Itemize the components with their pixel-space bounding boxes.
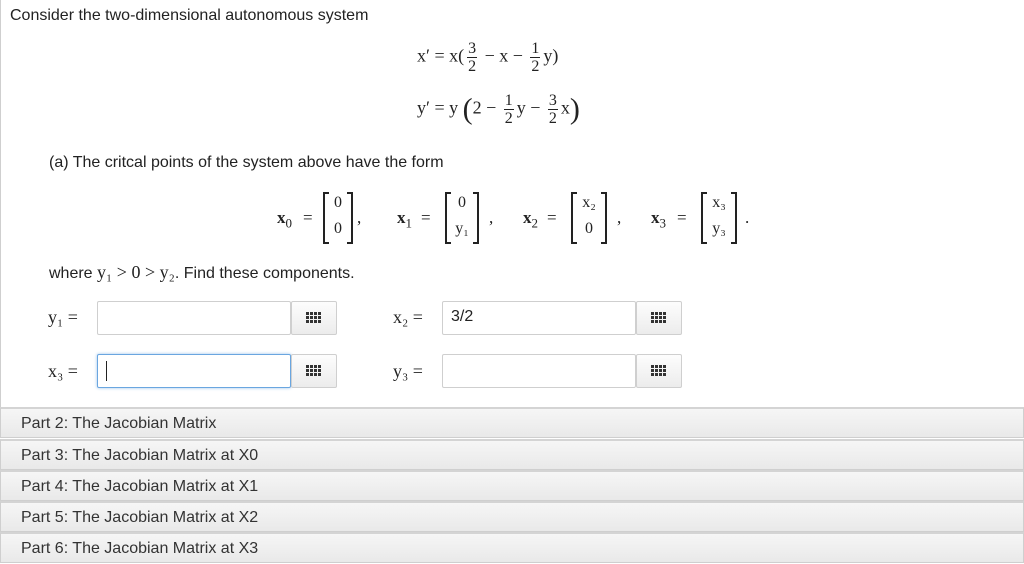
question-panel: Consider the two-dimensional autonomous system x′ = x( $\frac{3}{2}$ − x − $\frac{1}{2}$ y) y′ = y (2 − $\frac{1}{2}$ y − $\frac{3}{2}$ x) (a) The critcal points of the system above have the form $x_0$ = 0 0 , $x_1$ = 0 y₁ , $x_2$ = x₂ 0 , $x_3$ = x₃ y₃ . where y₁ > 0 > y₂. Find these components. y₁ = x₂ = 3/2 x₃ = y₃ =: [0, 0, 1024, 407]
eq2-frac1: $\frac{1}{2}$: [504, 92, 513, 127]
x2-palette-button[interactable]: [636, 301, 682, 335]
x2-label: x₂ =: [393, 307, 423, 327]
x2-input[interactable]: 3/2: [442, 301, 636, 335]
x1-bot: y₁: [455, 220, 469, 237]
eq2-open-paren: (: [462, 92, 473, 126]
eq1-mid: − x −: [484, 45, 523, 66]
part-6-header[interactable]: Part 6: The Jacobian Matrix at X3: [0, 532, 1024, 563]
intro-text: Consider the two-dimensional autonomous system: [10, 7, 369, 24]
y1-palette-button[interactable]: [291, 301, 337, 335]
eq1-frac2: $\frac{1}{2}$: [531, 40, 540, 75]
where-math: y₁ > 0 > y₂: [97, 262, 175, 282]
x3-bot: y₃: [712, 220, 726, 237]
where-prefix: where: [49, 265, 93, 282]
x3-palette-button[interactable]: [291, 354, 337, 388]
eq2-tail: x: [560, 97, 570, 118]
y3-input[interactable]: [442, 354, 636, 388]
part-3-header[interactable]: Part 3: The Jacobian Matrix at X0: [0, 439, 1024, 470]
equation-y-prime: [417, 92, 580, 127]
x0-bot: 0: [334, 220, 342, 237]
eq2-frac2: $\frac{3}{2}$: [548, 92, 557, 127]
part-4-header[interactable]: Part 4: The Jacobian Matrix at X1: [0, 470, 1024, 501]
part-5-header[interactable]: Part 5: The Jacobian Matrix at X2: [0, 501, 1024, 532]
keypad-icon: [651, 312, 667, 324]
part-a-text: (a) The critcal points of the system above have the form: [49, 154, 444, 171]
y1-input[interactable]: [97, 301, 291, 335]
keypad-icon: [306, 312, 322, 324]
eq1-frac1: $\frac{3}{2}$: [468, 40, 477, 75]
eq2-mid: y −: [516, 97, 541, 118]
x0-top: 0: [334, 194, 342, 211]
eq2-close-paren: ): [569, 92, 580, 126]
where-text: [49, 262, 355, 283]
eq2-start: 2 −: [472, 97, 497, 118]
equation-x-prime: x′ = x( $\frac{3}{2}$ − x − $\frac{1}{2}$ y): [417, 40, 559, 75]
part-2-header[interactable]: Part 2: The Jacobian Matrix: [0, 407, 1024, 438]
eq1-lhs: x′ = x: [417, 45, 459, 66]
y3-label: y₃ =: [393, 361, 423, 381]
keypad-icon: [306, 365, 322, 377]
eq1-tail: y): [543, 45, 559, 66]
x3-label: x₃ =: [48, 361, 78, 381]
x2-top: x₂: [582, 194, 596, 211]
y3-palette-button[interactable]: [636, 354, 682, 388]
y1-label: y₁ =: [48, 307, 78, 327]
x3-top: x₃: [712, 194, 726, 211]
keypad-icon: [651, 365, 667, 377]
x3-input[interactable]: [97, 354, 291, 388]
eq2-lhs: y′ = y: [417, 97, 459, 118]
where-suffix: . Find these components.: [174, 265, 355, 282]
x1-top: 0: [458, 194, 466, 211]
x2-bot: 0: [585, 220, 593, 237]
text-caret: [106, 361, 107, 381]
